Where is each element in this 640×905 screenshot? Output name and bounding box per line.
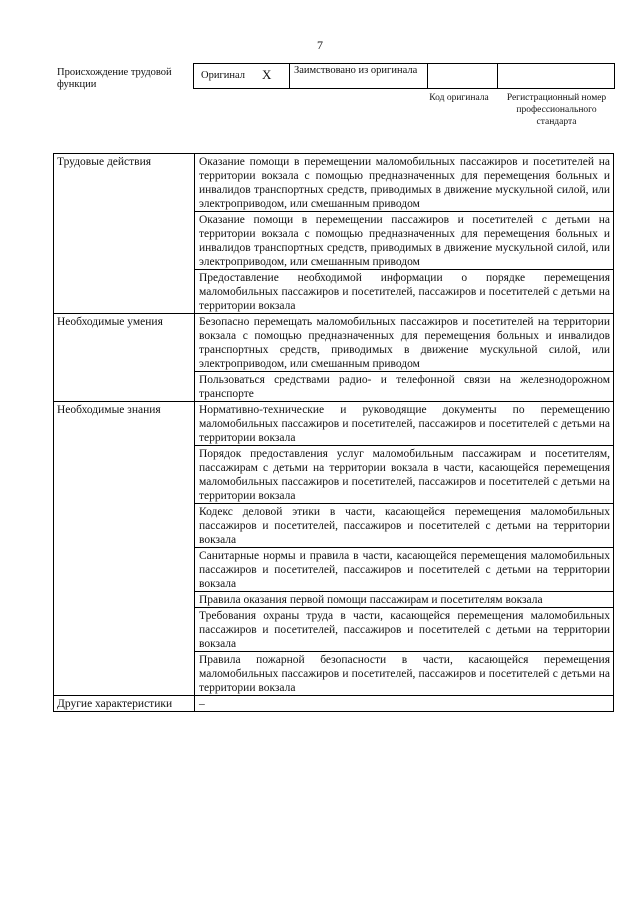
- reg-number-label: Регистрационный номер профессионального стандарта: [506, 93, 607, 127]
- table-row: [54, 696, 614, 712]
- table-row: [54, 402, 614, 446]
- section-title: Необходимые знания: [54, 402, 195, 696]
- section-item: –: [195, 696, 614, 712]
- section-title: Другие характеристики: [54, 696, 195, 712]
- section-title: Трудовые действия: [54, 154, 195, 314]
- origin-label: Происхождение трудовой функции: [57, 67, 172, 90]
- section-title: Необходимые умения: [54, 314, 195, 402]
- table-row: [54, 154, 614, 212]
- original-label: Оригинал: [201, 70, 245, 81]
- section-item: Кодекс деловой этики в части, касающейся перемещения маломобильных пассажиров и посетителей, пассажиров и посетителей с детьми на территории вокзала: [195, 504, 614, 548]
- code-original-label: Код оригинала: [429, 93, 489, 103]
- borrowed-label: Заимствовано из оригинала: [294, 65, 418, 76]
- section-item: Требования охраны труда в части, касающейся перемещения маломобильных пассажиров и посетителей, пассажиров и посетителей с детьми на территории вокзала: [195, 608, 614, 652]
- section-item: Правила оказания первой помощи пассажирам и посетителям вокзала: [195, 592, 614, 608]
- section-item: Порядок предоставления услуг маломобильным пассажирам и посетителям, пассажирам с детьми на территории вокзала в части, касающейся перемещения маломобильных пассажиров и посетителей, пассажиров и посетителей с детьми на территории вокзала: [195, 446, 614, 504]
- table-row: [54, 314, 614, 372]
- labor-function-table: [53, 153, 614, 712]
- section-item: Пользоваться средствами радио- и телефонной связи на железнодорожном транспорте: [195, 372, 614, 402]
- section-item: Санитарные нормы и правила в части, касающейся перемещения маломобильных пассажиров и посетителей, пассажиров и посетителей с детьми на территории вокзала: [195, 548, 614, 592]
- original-mark: X: [262, 67, 272, 82]
- origin-box: [193, 63, 615, 89]
- borrowed-cell: [290, 64, 428, 88]
- code-cell: [428, 64, 498, 88]
- section-item: Нормативно-технические и руководящие документы по перемещению маломобильных пассажиров и посетителей, пассажиров и посетителей с детьми на территории вокзала: [195, 402, 614, 446]
- section-item: Правила пожарной безопасности в части, касающейся перемещения маломобильных пассажиров и посетителей, пассажиров и посетителей с детьми на территории вокзала: [195, 652, 614, 696]
- section-item: Безопасно перемещать маломобильных пассажиров и посетителей на территории вокзала с помощью предназначенных для перемещения больных и инвалидов транспортных средств, приводимых в движение мускульной силой, или электроприводом, или смешанным приводом: [195, 314, 614, 372]
- reg-number-cell: [498, 64, 614, 88]
- section-item: Предоставление необходимой информации о порядке перемещения маломобильных пассажиров и посетителей, пассажиров и посетителей с детьми на территории вокзала: [195, 270, 614, 314]
- section-item: Оказание помощи в перемещении пассажиров и посетителей с детьми на территории вокзала с помощью предназначенных для перемещения больных и инвалидов транспортных средств, приводимых в движение мускульной силой, или электроприводом, или смешанным приводом: [195, 212, 614, 270]
- original-cell: [194, 64, 290, 88]
- page-number: 7: [317, 38, 323, 52]
- section-item: Оказание помощи в перемещении маломобильных пассажиров и посетителей на территории вокзала с помощью предназначенных для перемещения больных и инвалидов транспортных средств, приводимых в движение мускульной силой, или электроприводом, или смешанным приводом: [195, 154, 614, 212]
